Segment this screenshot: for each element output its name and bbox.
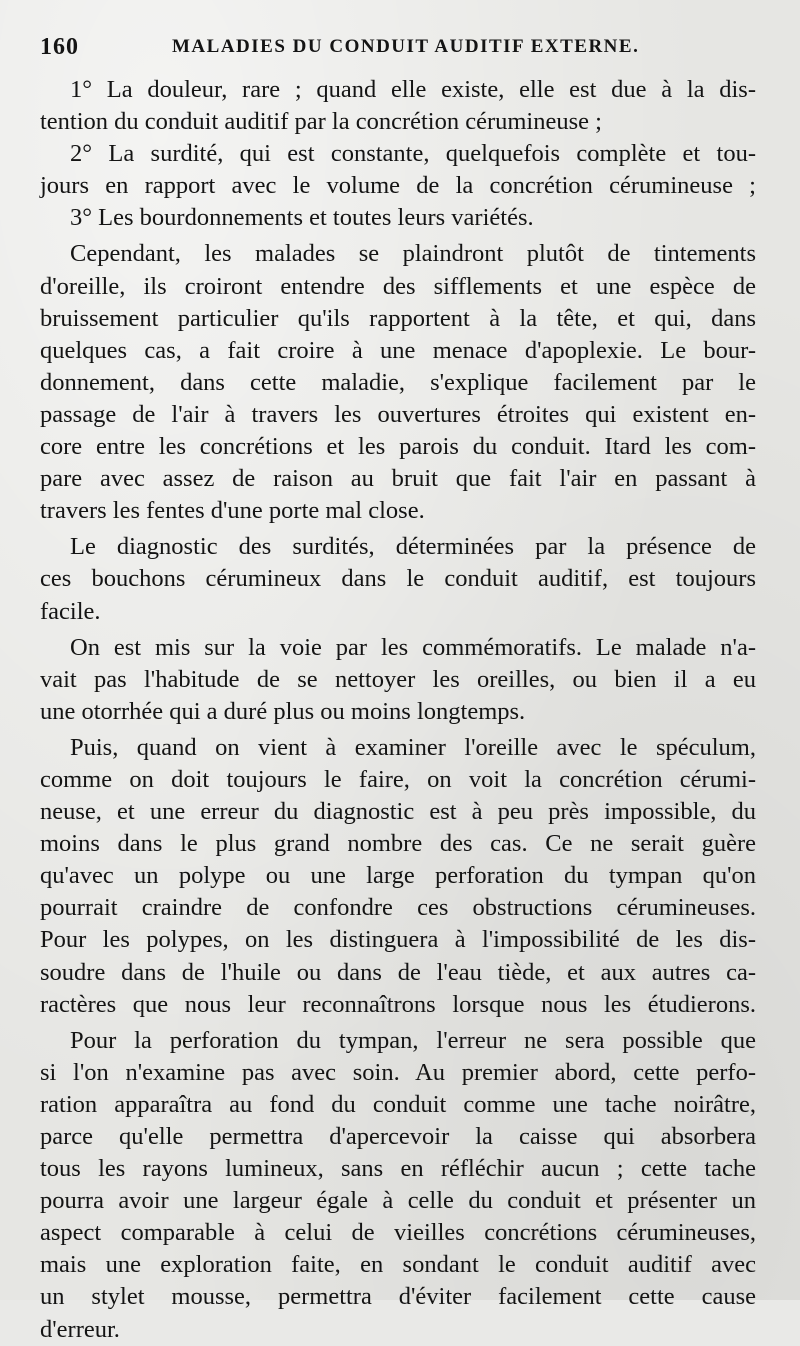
text-line: 3° Les bourdonnements et toutes leurs variétés.	[70, 204, 534, 232]
text-line: Pour les polypes, on les distinguera à l'impossibilité de les dis-	[40, 926, 756, 954]
text-line: neuse, et une erreur du diagnostic est à peu près impossible, du	[40, 798, 756, 826]
text-line: parce qu'elle permettra d'apercevoir la caisse qui absorbera	[40, 1123, 756, 1150]
text-line: moins dans le plus grand nombre des cas. Ce ne serait guère	[40, 830, 756, 858]
text-line: vait pas l'habitude de se nettoyer les oreilles, ou bien il a eu	[40, 665, 756, 693]
text-line: tention du conduit auditif par la concrétion cérumineuse ;	[40, 108, 602, 136]
text-line: un stylet mousse, permettra d'éviter facilement cette cause	[40, 1283, 756, 1311]
text-line: Le diagnostic des surdités, déterminées par la présence de	[70, 533, 756, 561]
body-text	[40, 74, 756, 1346]
text-line: d'erreur.	[40, 1315, 120, 1343]
text-line: pourra avoir une largeur égale à celle du conduit et présenter un	[40, 1187, 756, 1215]
text-line: pourrait craindre de confondre ces obstructions cérumineuses.	[40, 894, 756, 922]
text-line: Pour la perforation du tympan, l'erreur ne sera possible que	[70, 1026, 756, 1054]
text-line: d'oreille, ils croiront entendre des sifflements et une espèce de	[40, 272, 756, 300]
text-line: Cependant, les malades se plaindront plutôt de tintements	[70, 240, 756, 268]
page-number: 160	[40, 34, 79, 60]
text-line: comme on doit toujours le faire, on voit la concrétion cérumi-	[40, 765, 756, 793]
text-line: bruissement particulier qu'ils rapportent à la tête, et qui, dans	[40, 304, 756, 332]
page-header	[40, 34, 760, 64]
text-line: quelques cas, a fait croire à une menace d'apoplexie. Le bour-	[40, 336, 756, 364]
text-line: qu'avec un polype ou une large perforation du tympan qu'on	[40, 862, 756, 890]
text-line: si l'on n'examine pas avec soin. Au premier abord, cette perfo-	[40, 1058, 756, 1086]
text-line: soudre dans de l'huile ou dans de l'eau tiède, et aux autres ca-	[40, 958, 756, 986]
text-line: aspect comparable à celui de vieilles concrétions cérumineuses,	[40, 1219, 756, 1247]
text-line: jours en rapport avec le volume de la concrétion cérumineuse ;	[40, 172, 756, 200]
text-line: passage de l'air à travers les ouvertures étroites qui existent en-	[40, 400, 756, 428]
text-line: tous les rayons lumineux, sans en réfléchir aucun ; cette tache	[40, 1155, 756, 1183]
text-line: facile.	[40, 597, 101, 625]
text-line: donnement, dans cette maladie, s'explique facilement par le	[40, 368, 756, 396]
text-line: 1° La douleur, rare ; quand elle existe, elle est due à la dis-	[70, 76, 756, 103]
text-line: travers les fentes d'une porte mal close.	[40, 497, 425, 525]
text-line: ractères que nous leur reconnaîtrons lorsque nous les étudierons.	[40, 990, 756, 1018]
text-line: ration apparaîtra au fond du conduit comme une tache noirâtre,	[40, 1090, 756, 1118]
text-line: ces bouchons cérumineux dans le conduit auditif, est toujours	[40, 565, 756, 593]
running-head: MALADIES DU CONDUIT AUDITIF EXTERNE.	[172, 36, 640, 57]
text-line: mais une exploration faite, en sondant le conduit auditif avec	[40, 1251, 756, 1279]
text-line: pare avec assez de raison au bruit que fait l'air en passant à	[40, 465, 756, 493]
text-line: Puis, quand on vient à examiner l'oreille avec le spéculum,	[70, 733, 756, 761]
text-line: On est mis sur la voie par les commémoratifs. Le malade n'a-	[70, 633, 756, 661]
text-line: une otorrhée qui a duré plus ou moins longtemps.	[40, 697, 526, 725]
text-line: 2° La surdité, qui est constante, quelquefois complète et tou-	[70, 140, 756, 168]
text-line: core entre les concrétions et les parois du conduit. Itard les com-	[40, 433, 756, 461]
